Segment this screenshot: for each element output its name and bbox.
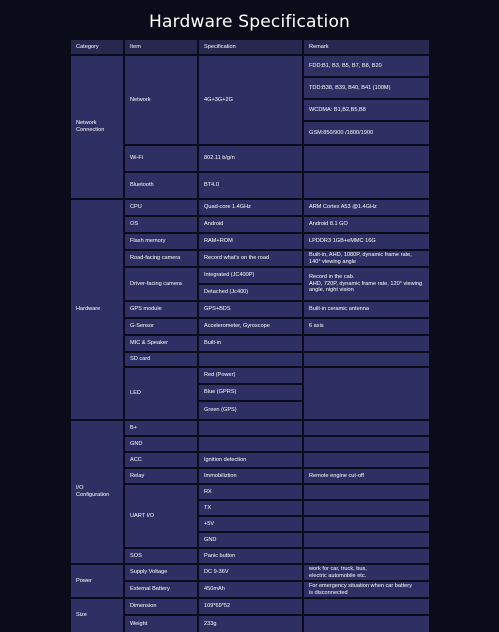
item-bluetooth: Bluetooth [125, 173, 197, 198]
spec-bplus [199, 421, 302, 435]
spec-flash: RAM+ROM [199, 234, 302, 249]
item-uart: UART I/O [125, 485, 197, 547]
remark-gps: Built-in ceramic antenna [304, 302, 429, 317]
remark-wifi [304, 146, 429, 171]
item-acc: ACC [125, 453, 197, 467]
spec-driver-camera-detached: Detached (Jc400) [199, 285, 302, 300]
spec-cpu: Quad-core 1.4GHz [199, 200, 302, 215]
item-external-battery: External Battery [125, 582, 197, 597]
spec-network: 4G+3G+2G [199, 56, 302, 144]
remark-uart-tx [304, 501, 429, 515]
remark-uart-rx [304, 485, 429, 499]
header-specification: Specification [199, 40, 302, 54]
spec-os: Android [199, 217, 302, 232]
item-sd-card: SD card [125, 353, 197, 366]
item-road-camera: Road-facing camera [125, 251, 197, 266]
item-mic-speaker: MIC & Speaker [125, 336, 197, 351]
spec-dimension: 109*69*52 [199, 599, 302, 614]
remark-uart-5v [304, 517, 429, 531]
item-driver-camera: Driver-facing camera [125, 268, 197, 300]
remark-tdd: TDD:B38, B39, B40, B41 (100M) [304, 78, 429, 98]
spec-gsensor: Accelerometer, Gyroscope [199, 319, 302, 334]
spec-uart-rx: RX [199, 485, 302, 499]
remark-bplus [304, 421, 429, 435]
category-power: Power [71, 565, 123, 597]
item-bplus: B+ [125, 421, 197, 435]
spec-bluetooth: BT4.0 [199, 173, 302, 198]
category-io: I/O Configuration [71, 421, 123, 563]
spec-driver-camera-integrated: Integrated (JC400P) [199, 268, 302, 283]
spec-acc: Ignition detection [199, 453, 302, 467]
category-size: Size [71, 599, 123, 632]
remark-uart-gnd [304, 533, 429, 547]
item-dimension: Dimension [125, 599, 197, 614]
remark-driver-camera: Record in the cab. AHD, 720P, dynamic frame rate, 120° viewing angle, night vision [304, 268, 429, 300]
item-led: LED [125, 368, 197, 419]
item-wifi: Wi-Fi [125, 146, 197, 171]
remark-external-battery: For emergency situation when car battery is disconnected [304, 582, 429, 597]
remark-fdd: FDD:B1, B3, B5, B7, B8, B20 [304, 56, 429, 76]
remark-wcdma: WCDMA: B1,B2,B5,B8 [304, 100, 429, 120]
remark-led [304, 368, 429, 419]
item-relay: Relay [125, 469, 197, 483]
item-gnd: GND [125, 437, 197, 451]
category-hardware: Hardware [71, 200, 123, 419]
remark-sd-card [304, 353, 429, 366]
remark-road-camera: Built-in, AHD, 1080P, dynamic frame rate, 140° viewing angle [304, 251, 429, 266]
remark-sos [304, 549, 429, 563]
spec-uart-5v: +5V [199, 517, 302, 531]
header-remark: Remark [304, 40, 429, 54]
remark-acc [304, 453, 429, 467]
header-category: Category [71, 40, 123, 54]
spec-led-red: Red (Power) [199, 368, 302, 383]
item-weight: Weight [125, 616, 197, 632]
remark-gnd [304, 437, 429, 451]
page-title: Hardware Specification [148, 12, 351, 32]
remark-supply-voltage: work for car, truck, bus, electric automobile etc. [304, 565, 429, 580]
remark-bluetooth [304, 173, 429, 198]
remark-relay: Remote engine cut-off [304, 469, 429, 483]
spec-gnd [199, 437, 302, 451]
remark-gsensor: 6 axis [304, 319, 429, 334]
item-gps: GPS module [125, 302, 197, 317]
remark-mic-speaker [304, 336, 429, 351]
spec-uart-gnd: GND [199, 533, 302, 547]
spec-external-battery: 450mAh [199, 582, 302, 597]
category-network: Network Connection [71, 56, 123, 198]
item-sos: SOS [125, 549, 197, 563]
spec-supply-voltage: DC 9-36V [199, 565, 302, 580]
spec-relay: Immobiliztion [199, 469, 302, 483]
spec-led-blue: Blue (GPRS) [199, 385, 302, 400]
item-supply-voltage: Supply Voltage [125, 565, 197, 580]
item-cpu: CPU [125, 200, 197, 215]
item-flash: Flash memory [125, 234, 197, 249]
item-os: OS [125, 217, 197, 232]
remark-flash: LPDDR3 1GB+eMMC 16G [304, 234, 429, 249]
spec-gps: GPS+BDS [199, 302, 302, 317]
spec-mic-speaker: Built-in [199, 336, 302, 351]
spec-uart-tx: TX [199, 501, 302, 515]
spec-road-camera: Record what's on the road [199, 251, 302, 266]
spec-sd-card [199, 353, 302, 366]
item-network: Network [125, 56, 197, 144]
header-item: Item [125, 40, 197, 54]
remark-weight [304, 616, 429, 632]
spec-led-green: Green (GPS) [199, 402, 302, 419]
spec-wifi: 802.11 b/g/n [199, 146, 302, 171]
remark-os: Android 8.1 GO [304, 217, 429, 232]
item-gsensor: G-Sensor [125, 319, 197, 334]
spec-sos: Panic button [199, 549, 302, 563]
remark-gsm: GSM:850/900 /1800/1900 [304, 122, 429, 144]
spec-weight: 233g [199, 616, 302, 632]
remark-cpu: ARM Cortex A53 @1.4GHz [304, 200, 429, 215]
